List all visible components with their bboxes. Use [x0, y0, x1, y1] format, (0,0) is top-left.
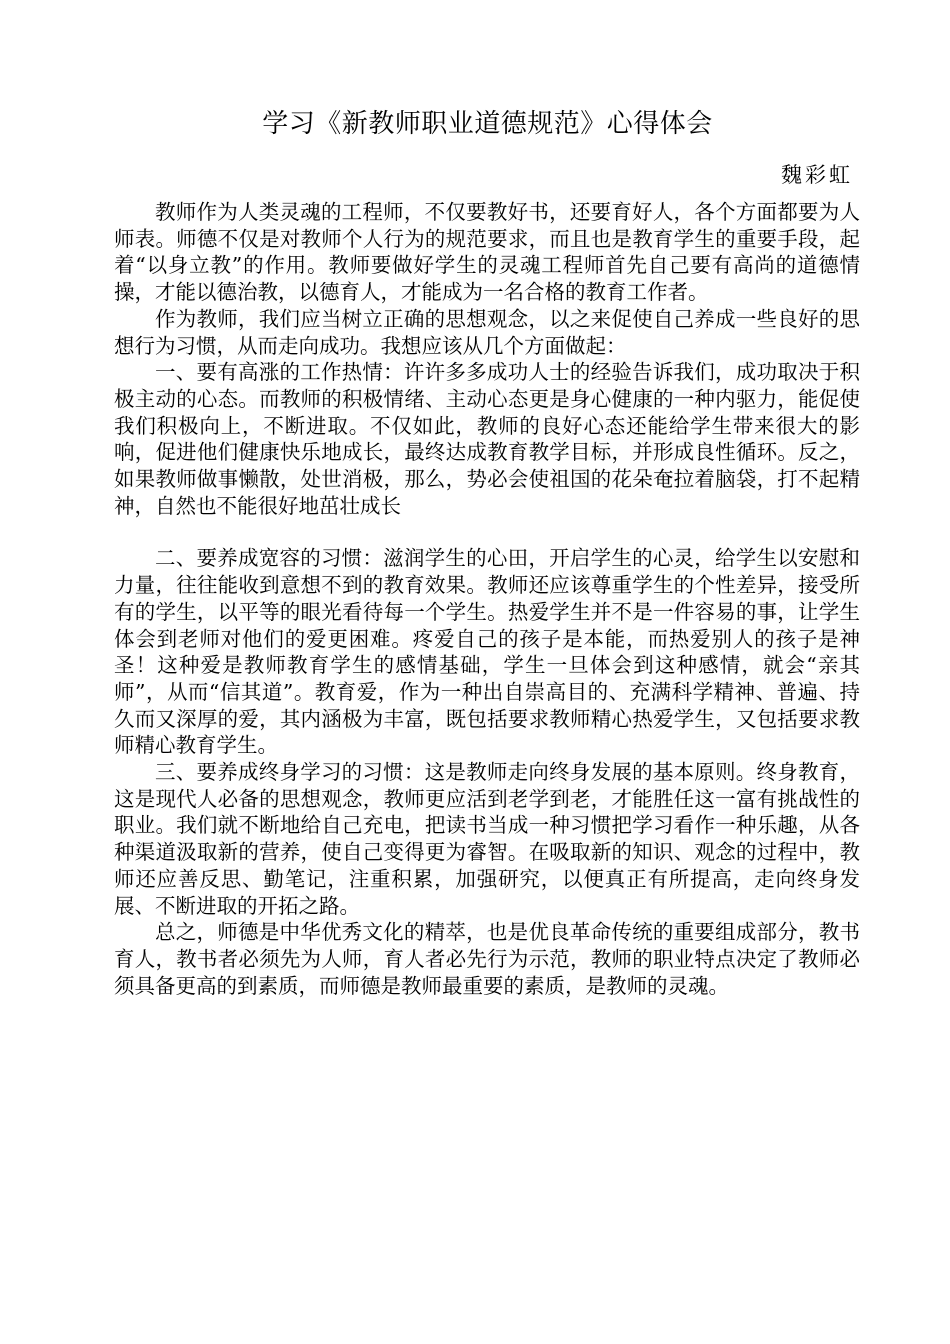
paragraph-viewpoint: 作为教师，我们应当树立正确的思想观念，以之来促使自己养成一些良好的思想行为习惯，从而走向成功。我想应该从几个方面做起： [114, 306, 860, 358]
paragraph-conclusion: 总之，师德是中华优秀文化的精萃，也是优良革命传统的重要组成部分，教书育人，教书者必须先为人师，育人者必先行为示范，教师的职业特点决定了教师必须具备更高的到素质，而师德是教师最重要的素质，是教师的灵魂。 [114, 920, 860, 998]
paragraph-intro: 教师作为人类灵魂的工程师，不仅要教好书，还要育好人，各个方面都要为人师表。师德不仅是对教师个人行为的规范要求，而且也是教育学生的重要手段，起着“以身立教”的作用。教师要做好学生的灵魂工程师首先自己要有高尚的道德情操，才能以德治教，以德育人，才能成为一名合格的教育工作者。 [114, 200, 860, 305]
document-title: 学习《新教师职业道德规范》心得体会 [262, 109, 713, 139]
document-body [114, 199, 860, 999]
paragraph-point-three: 三、要养成终身学习的习惯：这是教师走向终身发展的基本原则。终身教育，这是现代人必备的思想观念，教师更应活到老学到老，才能胜任这一富有挑战性的职业。我们就不断地给自己充电，把读书当成一种习惯把学习看作一种乐趣，从各种渠道汲取新的营养，使自己变得更为睿智。在吸取新的知识、观念的过程中，教师还应善反思、勤笔记，注重积累，加强研究，以便真正有所提高，走向终身发展、不断进取的开拓之路。 [114, 760, 860, 918]
paragraph-gap [114, 519, 860, 545]
paragraph-point-one: 一、要有高涨的工作热情：许许多多成功人士的经验告诉我们，成功取决于积极主动的心态。而教师的积极情绪、主动心态更是身心健康的一种内驱力，能促使我们积极向上，不断进取。不仅如此，教师的良好心态还能给学生带来很大的影响，促进他们健康快乐地成长，最终达成教育教学目标，并形成良性循环。反之，如果教师做事懒散，处世消极，那么，势必会使祖国的花朵奄拉着脑袋，打不起精神，自然也不能很好地茁壮成长 [114, 360, 860, 518]
document-author: 魏彩虹 [781, 163, 853, 187]
paragraph-point-two: 二、要养成宽容的习惯：滋润学生的心田，开启学生的心灵，给学生以安慰和力量，往往能收到意想不到的教育效果。教师还应该尊重学生的个性差异，接受所有的学生，以平等的眼光看待每一个学生。热爱学生并不是一件容易的事，让学生体会到老师对他们的爱更困难。疼爱自己的孩子是本能，而热爱别人的孩子是神圣！这种爱是教师教育学生的感情基础，学生一旦体会到这种感情，就会“亲其师”，从而“信其道”。教育爱，作为一种出自崇高目的、充满科学精神、普遍、持久而又深厚的爱，其内涵极为丰富，既包括要求教师精心热爱学生，又包括要求教师精心教育学生。 [114, 546, 860, 758]
